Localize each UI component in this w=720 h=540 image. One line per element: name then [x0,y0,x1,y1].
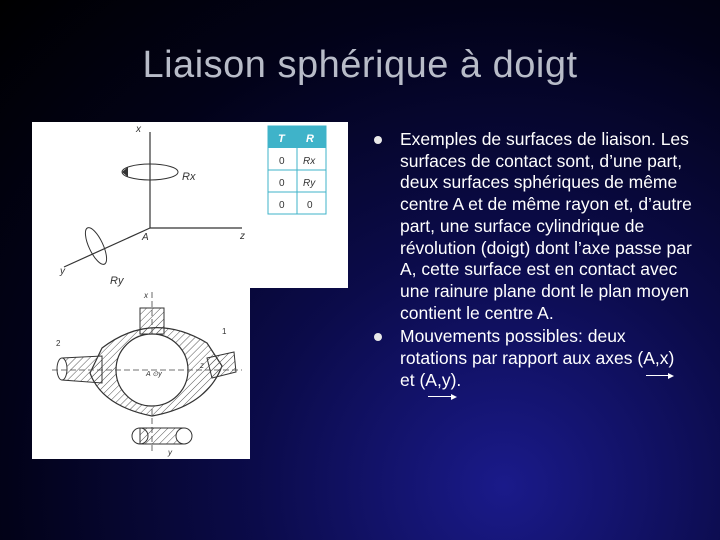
vector-ay: A,y [425,369,451,390]
table-cell: 0 [279,156,285,167]
kinematic-diagram [32,122,348,288]
table-cell: Rx [303,156,316,167]
axis-y-label: y [60,266,65,277]
table-cell: 0 [279,200,285,211]
slide-title: Liaison sphérique à doigt [142,44,578,86]
table-header-r: R [306,133,314,145]
bullet-text-mid: ) et ( [400,348,675,390]
drawing-z-label: z [200,361,204,370]
bullet-text-end: ). [450,369,462,390]
bullet-text-start: Mouvements possibles: deux rotations par rapport aux axes ( [400,326,644,369]
bullet-list [372,129,692,393]
dof-table [268,126,326,214]
bullet-item [372,326,692,391]
drawing-part-1-label: 1 [222,327,227,336]
ry-label: Ry [110,275,124,287]
bullet-dot-icon [374,333,382,341]
bullet-text: Exemples de surfaces de liaison. Les surfaces de contact sont, d’une part, deux surfaces sphériques de même centre A et de même rayon et, d’autre part, une surface cylindrique de révolution (doigt) dont l’axe passe par A, cette surface est en contact avec une rainure plane dont le plan moyen contient le centre A. [400,129,692,323]
table-cell: Ry [303,178,316,189]
mechanical-drawing [32,288,250,459]
drawing-y-label: y [168,448,172,457]
drawing-x-label: x [144,291,148,300]
table-cell: 0 [307,200,313,211]
bullet-dot-icon [374,136,382,144]
drawing-center-label: A ⊙y [146,371,162,378]
vector-ax: A,x [643,348,669,369]
table-cell: 0 [279,178,285,189]
drawing-part-2-label: 2 [56,339,61,348]
rx-label: Rx [182,171,196,183]
center-a-label: A [142,232,149,243]
axis-x-label: x [136,124,141,135]
table-header-t: T [278,133,285,145]
axis-z-label: z [240,231,245,242]
bullet-item [372,129,692,324]
